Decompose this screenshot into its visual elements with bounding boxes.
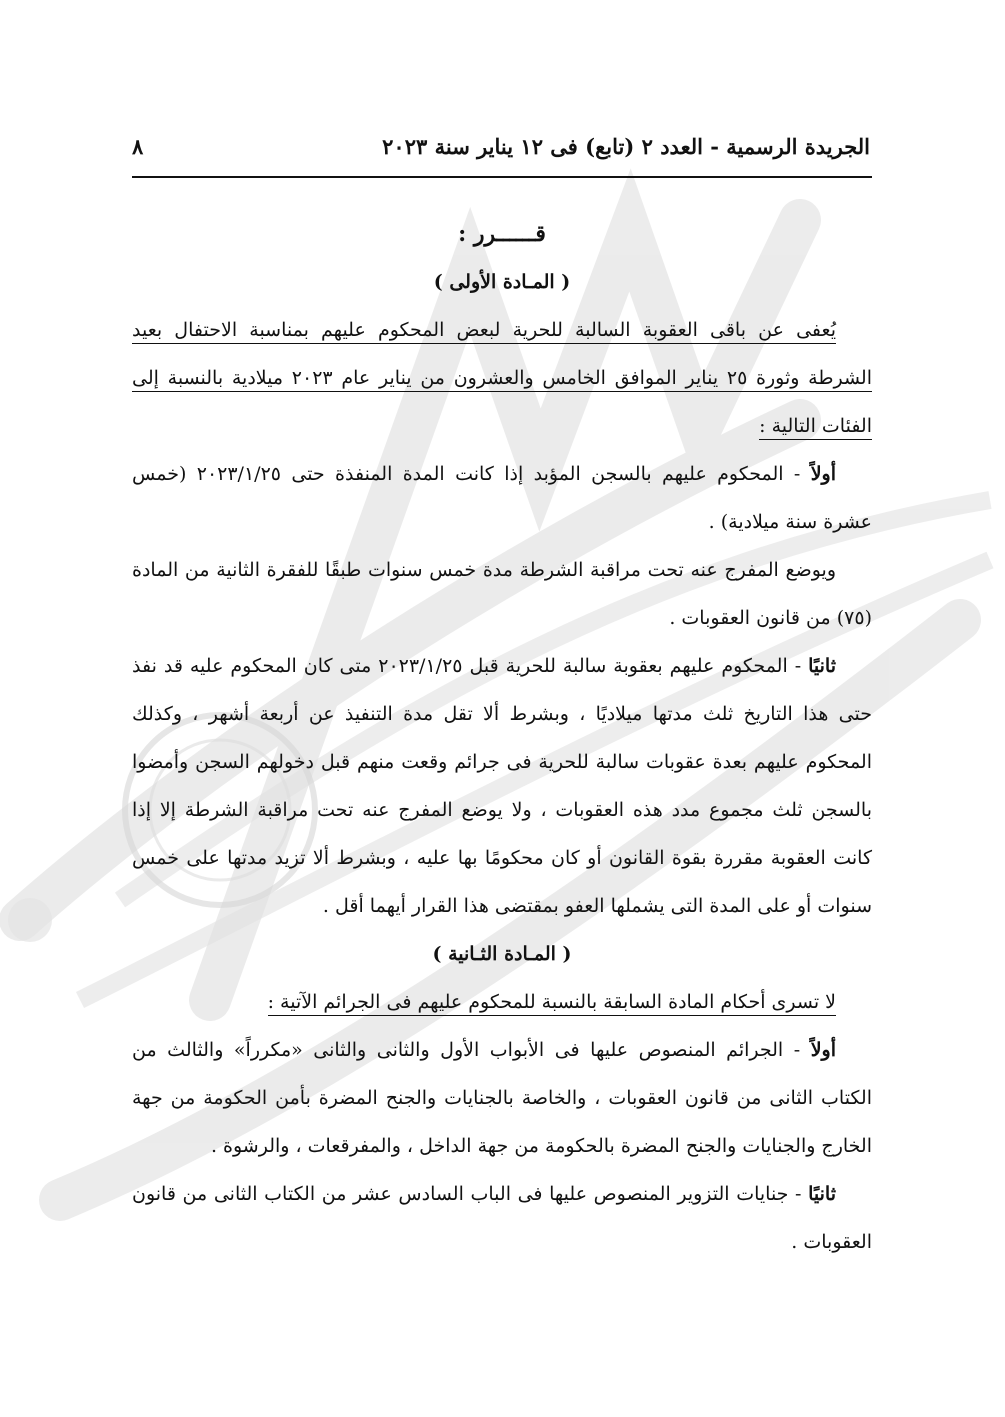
article2-heading: ( المـادة الثـانية ) — [432, 943, 572, 965]
article1-item-first — [132, 450, 872, 546]
article2-item-second — [132, 1170, 872, 1266]
article2-second-label: ثانيًا — [808, 1183, 836, 1205]
article2-first-label: أولاً — [810, 1039, 836, 1061]
page-number: ٨ — [132, 133, 144, 159]
article1-intro — [132, 306, 872, 450]
article1-second-label: ثانيًا — [808, 655, 836, 677]
article2-intro — [132, 978, 872, 1026]
article1-first-text: - المحكوم عليهم بالسجن المؤبد إذا كانت المدة المنفذة حتى ٢٠٢٣/١/٢٥ (خمس عشرة سنة ميلادية) . — [132, 463, 872, 533]
article2-first-text: - الجرائم المنصوص عليها فى الأبواب الأول والثانى والثانى «مكرراً» والثالث من الكتاب الثانى من قانون العقوبات ، والخاصة بالجنايات والجنح المضرة بأمن الحكومة من جهة الخارج والجنايات والجنح المضرة بالحكومة من جهة الداخل ، والمفرقعات ، والرشوة . — [132, 1039, 872, 1157]
article1-heading: ( المـادة الأولى ) — [433, 271, 571, 293]
article1-intro-text: يُعفى عن باقى العقوبة السالبة للحرية لبعض المحكوم عليهم بمناسبة الاحتفال بعيد الشرطة وثورة ٢٥ يناير الموافق الخامس والعشرون من يناير عام ٢٠٢٣ ميلادية بالنسبة إلى الفئات التالية : — [132, 319, 872, 440]
gazette-header — [132, 126, 870, 166]
gazette-title: الجريدة الرسمية - العدد ٢ (تابع) فى ١٢ يناير سنة ٢٠٢٣ — [382, 133, 870, 159]
article1-second-text: - المحكوم عليهم بعقوبة سالبة للحرية قبل ٢٠٢٣/١/٢٥ متى كان المحكوم عليه قد نفذ حتى هذا التاريخ ثلث مدتها ميلاديًا ، وبشرط ألا تقل مدة التنفيذ عن أربعة أشهر ، وكذلك المحكوم عليهم بعدة عقوبات سالبة للحرية فى جرائم وقعت منهم قبل دخولهم السجن وأمضوا بالسجن ثلث مجموع مدد هذه العقوبات ، ولا يوضع المفرج عنه تحت مراقبة الشرطة إلا إذا كانت العقوبة مقررة بقوة القانون أو كان محكومًا بها عليه ، وبشرط ألا تزيد مدتها على خمس سنوات أو على المدة التى يشملها العفو بمقتضى هذا القرار أيهما أقل . — [132, 655, 872, 917]
decree-heading: قــــــرر : — [458, 221, 546, 247]
article2-item-first — [132, 1026, 872, 1170]
article1-item-second — [132, 642, 872, 930]
header-divider — [132, 176, 872, 178]
article2-second-text: - جنايات التزوير المنصوص عليها فى الباب السادس عشر من الكتاب الثانى من قانون العقوبات . — [132, 1183, 872, 1253]
article1-first-label: أولاً — [810, 463, 836, 485]
article2-intro-text: لا تسرى أحكام المادة السابقة بالنسبة للمحكوم عليهم فى الجرائم الآتية : — [268, 991, 836, 1016]
article1-supervision: ويوضع المفرج عنه تحت مراقبة الشرطة مدة خمس سنوات طبقًا للفقرة الثانية من المادة (٧٥) من قانون العقوبات . — [132, 559, 872, 629]
document-body — [132, 210, 872, 1266]
